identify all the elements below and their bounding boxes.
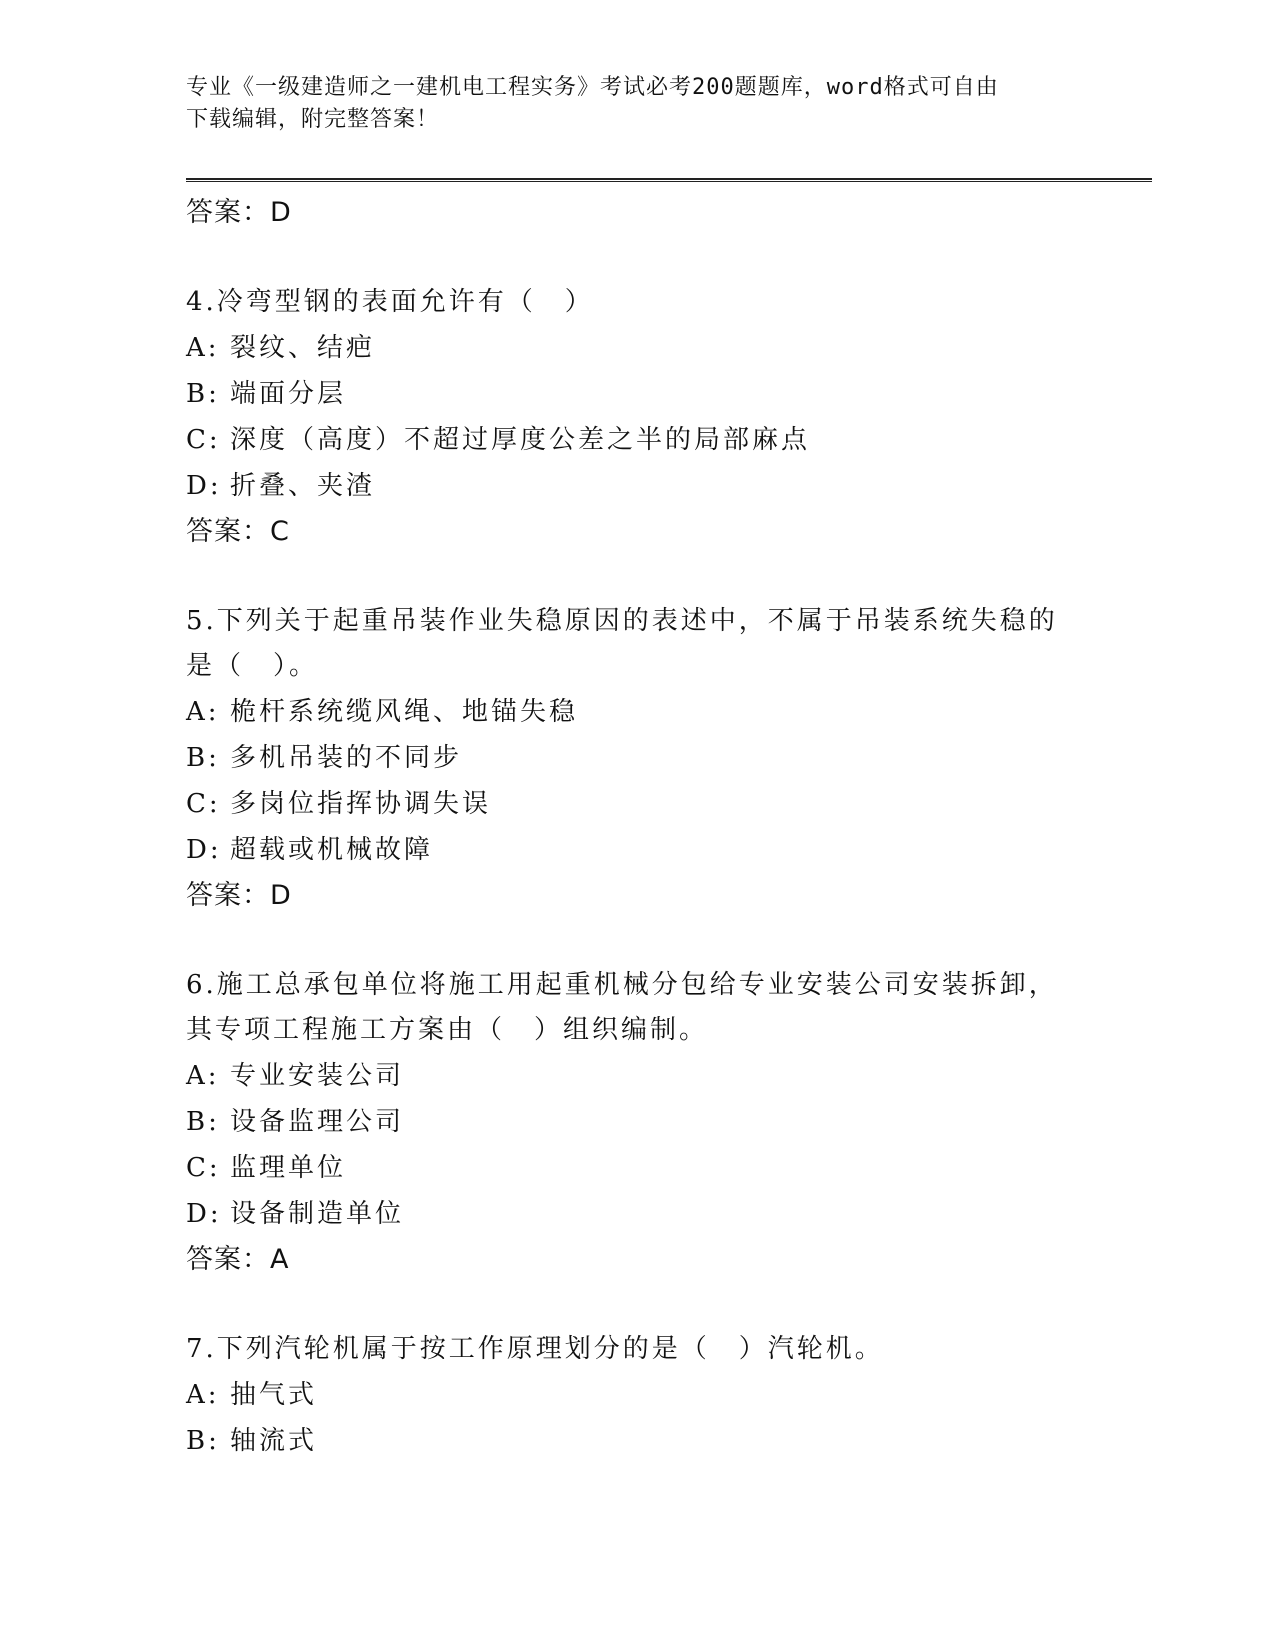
document-header — [186, 72, 1066, 136]
header-line-2: 下载编辑，附完整答案！ — [186, 107, 440, 132]
header-divider — [186, 178, 1152, 182]
option-letter: A: — [186, 333, 220, 363]
question-stem — [186, 280, 1086, 325]
question-stem-line: 7.下列汽轮机属于按工作原理划分的是（ ）汽轮机。 — [186, 1334, 884, 1364]
question-option — [186, 1418, 1086, 1464]
option-letter: D: — [186, 1199, 222, 1229]
question-option — [186, 689, 1086, 735]
question-option — [186, 827, 1086, 873]
option-text: 设备制造单位 — [230, 1199, 405, 1229]
question-option — [186, 1053, 1086, 1099]
option-text: 专业安装公司 — [230, 1061, 405, 1091]
question-option — [186, 781, 1086, 827]
answer-line: 答案：C — [186, 516, 290, 547]
question-stem-line: 4.冷弯型钢的表面允许有（ ） — [186, 287, 594, 317]
question-stem-line: 其专项工程施工方案由（ ）组织编制。 — [186, 1015, 709, 1045]
option-text: 多岗位指挥协调失误 — [230, 789, 492, 819]
option-letter: B: — [186, 743, 220, 773]
question-stem-line: 是（ ）。 — [186, 651, 319, 681]
answer-line: 答案：A — [186, 1244, 290, 1275]
question-stem — [186, 599, 1086, 689]
question-option — [186, 1191, 1086, 1237]
option-text: 裂纹、结疤 — [230, 333, 376, 363]
option-text: 端面分层 — [230, 379, 347, 409]
question-option — [186, 463, 1086, 509]
question-option — [186, 417, 1086, 463]
option-text: 设备监理公司 — [230, 1107, 405, 1137]
option-letter: D: — [186, 471, 222, 501]
option-text: 超载或机械故障 — [230, 835, 434, 865]
question-option — [186, 1099, 1086, 1145]
option-text: 监理单位 — [230, 1153, 347, 1183]
header-line-1: 专业《一级建造师之一建机电工程实务》考试必考200题题库，word格式可自由 — [186, 75, 999, 100]
question-stem — [186, 1327, 1086, 1372]
question-stem — [186, 963, 1086, 1053]
option-letter: B: — [186, 1107, 220, 1137]
option-letter: A: — [186, 1380, 220, 1410]
option-letter: A: — [186, 1061, 220, 1091]
question-option — [186, 371, 1086, 417]
option-letter: C: — [186, 425, 221, 455]
option-letter: A: — [186, 697, 220, 727]
option-text: 桅杆系统缆风绳、地锚失稳 — [230, 697, 579, 727]
option-letter: B: — [186, 1426, 220, 1456]
option-text: 折叠、夹渣 — [230, 471, 376, 501]
question-option — [186, 1372, 1086, 1418]
question-option — [186, 735, 1086, 781]
option-text: 抽气式 — [230, 1380, 318, 1410]
option-letter: C: — [186, 1153, 221, 1183]
question-stem-line: 5.下列关于起重吊装作业失稳原因的表述中，不属于吊装系统失稳的 — [186, 606, 1058, 636]
question-stem-line: 6.施工总承包单位将施工用起重机械分包给专业安装公司安装拆卸， — [186, 970, 1058, 1000]
question-option — [186, 1145, 1086, 1191]
document-body — [186, 190, 1086, 1464]
option-text: 多机吊装的不同步 — [230, 743, 463, 773]
option-letter: C: — [186, 789, 221, 819]
question-option — [186, 325, 1086, 371]
option-text: 深度（高度）不超过厚度公差之半的局部麻点 — [230, 425, 811, 455]
option-text: 轴流式 — [230, 1426, 318, 1456]
option-letter: D: — [186, 835, 222, 865]
option-letter: B: — [186, 379, 220, 409]
answer-line: 答案：D — [186, 880, 292, 911]
answer-line: 答案：D — [186, 197, 292, 228]
